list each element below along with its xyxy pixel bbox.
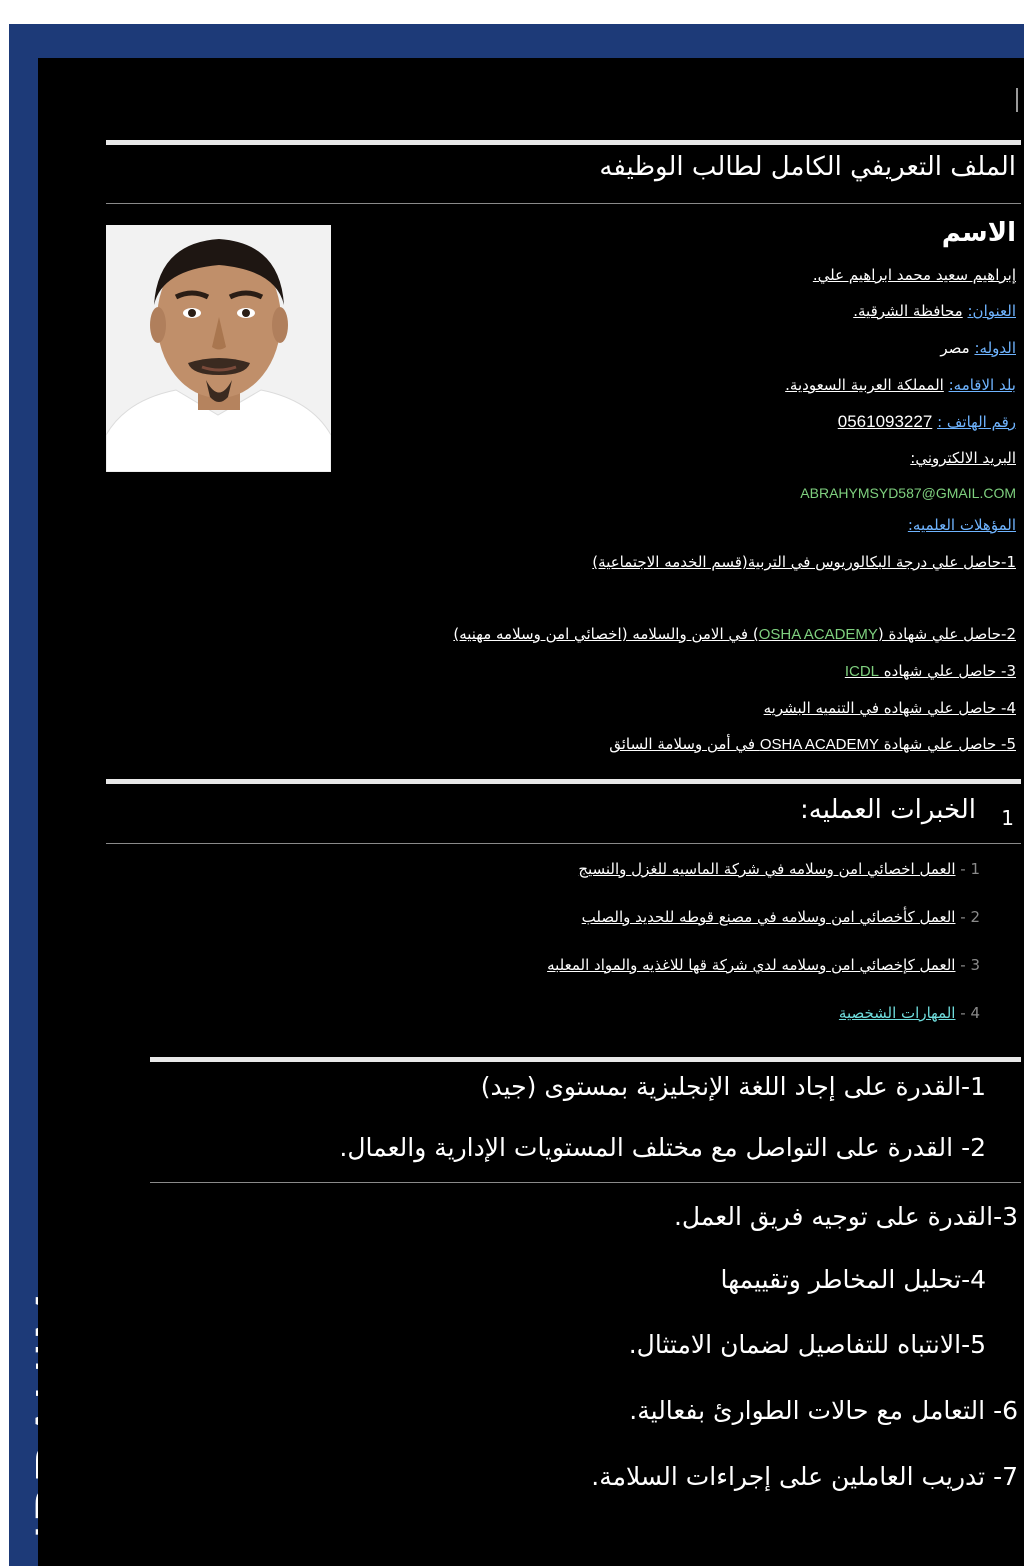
- experience-1-number: 1 -: [960, 860, 980, 878]
- experience-title-rule: [106, 843, 1021, 844]
- email-value[interactable]: ABRAHYMSYD587@GMAIL.COM: [800, 485, 1016, 501]
- skill-item-4: 4-تحليل المخاطر وتقييمها: [720, 1265, 986, 1294]
- qualification-3-pre: 3- حاصل علي شهاده: [879, 662, 1016, 680]
- skill-item-5: 5-الانتباه للتفاصيل لضمان الامتثال.: [628, 1330, 986, 1359]
- experience-2-number: 2 -: [960, 908, 980, 926]
- qualification-5-latin: OSHA ACADEMY: [759, 736, 880, 753]
- corner-mark: [1016, 88, 1024, 112]
- phone-line: [838, 412, 1016, 432]
- title-rule: [106, 203, 1021, 204]
- full-name-text: إبراهيم سعيد محمد ابراهيم علي.: [812, 266, 1016, 284]
- skill-item-2: 2- القدرة على التواصل مع مختلف المستويات الإدارية والعمال.: [339, 1133, 986, 1162]
- experience-top-rule: [106, 779, 1021, 784]
- address-line: [853, 302, 1016, 320]
- experience-4-number: 4 -: [960, 1004, 980, 1022]
- experience-3-number: 3 -: [960, 956, 980, 974]
- residence-line: [785, 376, 1016, 394]
- phone-label: رقم الهاتف :: [937, 413, 1016, 431]
- qualification-3-latin: ICDL: [844, 663, 880, 680]
- qualification-2-post: ) في الامن والسلامه (اخصائي امن وسلامه مهنيه): [453, 625, 759, 643]
- profile-photo: [106, 225, 331, 472]
- qualification-item-4: [764, 699, 1016, 717]
- skills-mid-rule: [150, 1182, 1021, 1183]
- address-label: العنوان:: [967, 302, 1016, 320]
- qualification-1-text: 1-حاصل علي درجة البكالوريوس في التربية(قسم الخدمه الاجتماعية): [592, 553, 1016, 571]
- email-label-line: [910, 449, 1016, 467]
- experience-1-text: العمل اخصائي امن وسلامه في شركة الماسيه للغزل والنسيج: [578, 860, 956, 878]
- qualification-item-1: [592, 553, 1016, 571]
- experience-2-text: العمل كأخصائي امن وسلامه في مصنع قوطه للحديد والصلب: [581, 908, 956, 926]
- skill-item-3: 3-القدرة على توجيه فريق العمل.: [673, 1202, 1018, 1231]
- experience-section-number: 1: [1001, 806, 1014, 830]
- cv-sheet: [38, 58, 1024, 1566]
- experience-title: الخبرات العمليه:: [800, 795, 976, 825]
- portrait-image: [106, 225, 331, 472]
- country-line: [940, 339, 1016, 357]
- skill-item-1: 1-القدرة على إجاد اللغة الإنجليزية بمستوى (جيد): [480, 1072, 986, 1101]
- experience-item-3: [547, 956, 980, 974]
- top-rule: [106, 140, 1021, 145]
- qualification-5-pre: 5- حاصل علي شهادة: [879, 735, 1016, 753]
- full-name: [813, 266, 1016, 284]
- qualification-item-3: [845, 662, 1016, 680]
- qualification-2-latin: OSHA ACADEMY: [758, 626, 878, 643]
- skill-item-6: 6- التعامل مع حالات الطوارئ بفعالية.: [629, 1396, 1018, 1425]
- qualification-2-pre: 2-حاصل علي شهادة (: [877, 625, 1016, 643]
- skill-item-7: 7- تدريب العاملين على إجراءات السلامة.: [591, 1462, 1018, 1491]
- address-value: محافظة الشرقية.: [853, 302, 963, 320]
- experience-3-text: العمل كإخصائي امن وسلامه لدي شركة قها للاغذيه والمواد المعلبه: [547, 956, 956, 974]
- skills-top-rule: [150, 1057, 1021, 1062]
- page-title: الملف التعريفي الكامل لطالب الوظيفه: [599, 152, 1016, 182]
- residence-value: المملكة العربية السعودية.: [785, 376, 944, 394]
- name-heading: الاسم: [941, 218, 1016, 248]
- qualification-item-5: [609, 735, 1016, 753]
- experience-item-1: [578, 860, 980, 878]
- country-value: مصر: [940, 339, 970, 357]
- qualifications-label-line: [908, 516, 1016, 534]
- experience-item-2: [582, 908, 980, 926]
- qualifications-label: المؤهلات العلميه:: [907, 516, 1016, 534]
- experience-item-4: [839, 1004, 980, 1022]
- country-label: الدوله:: [974, 339, 1016, 357]
- experience-4-text: المهارات الشخصية: [838, 1004, 956, 1022]
- qualification-4-text: 4- حاصل علي شهاده في التنميه البشريه: [763, 699, 1016, 717]
- residence-label: بلد الاقامه:: [948, 376, 1016, 394]
- qualification-5-post: في أمن وسلامة السائق: [609, 735, 760, 753]
- email-label: البريد الالكتروني:: [910, 449, 1016, 467]
- qualification-item-2: [453, 625, 1016, 643]
- phone-value: 0561093227: [837, 412, 933, 431]
